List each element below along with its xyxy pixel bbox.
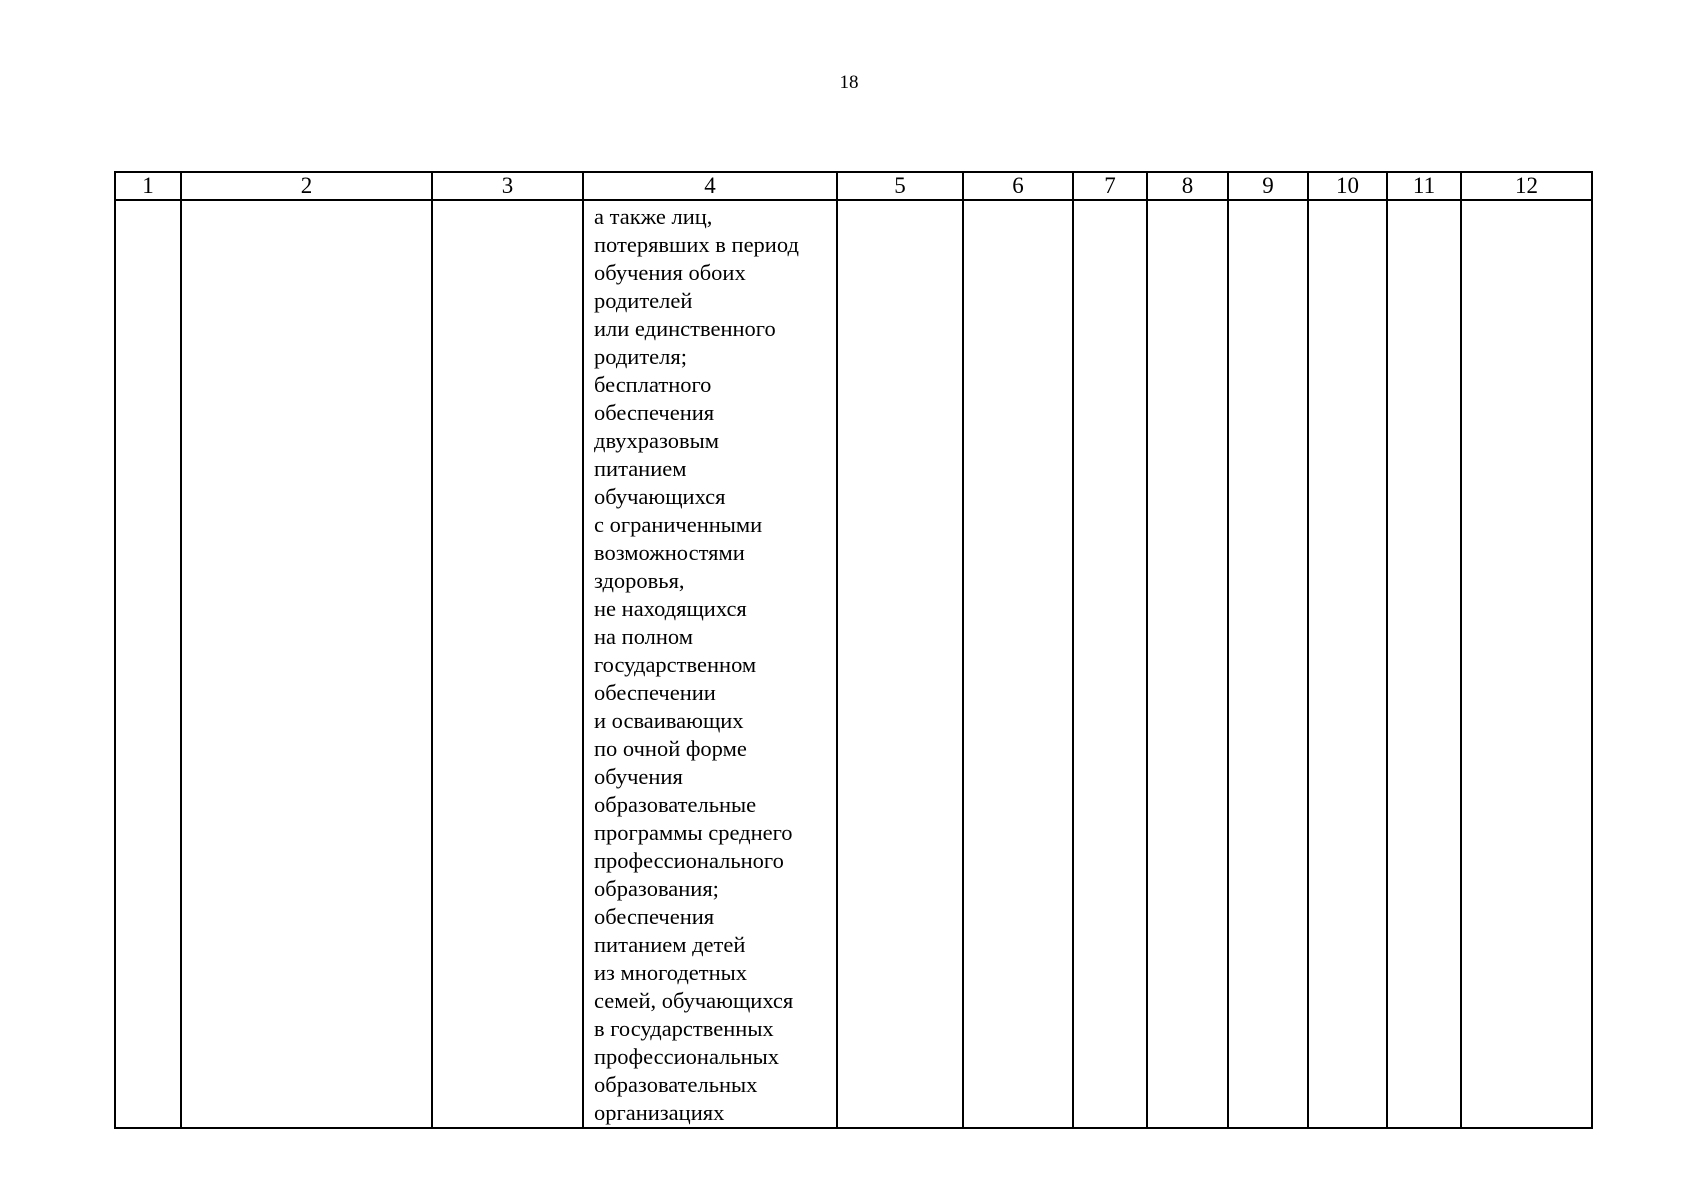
cell-text-line: образовательных bbox=[594, 1072, 758, 1097]
table-cell-col-4 bbox=[583, 200, 837, 1128]
document-table-container bbox=[114, 171, 1593, 1129]
table-cell-col-10 bbox=[1308, 200, 1387, 1128]
column-header: 7 bbox=[1073, 172, 1147, 200]
column-header: 1 bbox=[115, 172, 181, 200]
column-header: 12 bbox=[1461, 172, 1592, 200]
page-number: 18 bbox=[839, 72, 859, 93]
column-header: 2 bbox=[181, 172, 432, 200]
cell-text-line: питанием bbox=[594, 456, 687, 481]
cell-text-line: обеспечении bbox=[594, 680, 716, 705]
cell-text-line: здоровья, bbox=[594, 568, 685, 593]
cell-text-line: профессионального bbox=[594, 848, 784, 873]
cell-text-line: на полном bbox=[594, 624, 693, 649]
column-header: 8 bbox=[1147, 172, 1228, 200]
table-cell-col-12 bbox=[1461, 200, 1592, 1128]
cell-text-line: образовательные bbox=[594, 792, 757, 817]
cell-text-line: или единственного bbox=[594, 316, 776, 341]
column-header: 6 bbox=[963, 172, 1073, 200]
table-cell-col-1 bbox=[115, 200, 181, 1128]
table-cell-col-3 bbox=[432, 200, 583, 1128]
cell-text-line: обучения bbox=[594, 764, 683, 789]
table-cell-col-9 bbox=[1228, 200, 1308, 1128]
cell-text-line: двухразовым bbox=[594, 428, 720, 453]
cell-text-line: обучающихся bbox=[594, 484, 726, 509]
cell-text-line: образования; bbox=[594, 876, 719, 901]
table-cell-col-5 bbox=[837, 200, 963, 1128]
cell-text-block bbox=[584, 201, 836, 1127]
document-table bbox=[114, 171, 1593, 1129]
cell-text-line: по очной форме bbox=[594, 736, 747, 761]
table-cell-col-6 bbox=[963, 200, 1073, 1128]
cell-text-line: обучения обоих bbox=[594, 260, 746, 285]
cell-text-line: а также лиц, bbox=[594, 204, 713, 229]
column-header: 5 bbox=[837, 172, 963, 200]
cell-text-line: возможностями bbox=[594, 540, 745, 565]
column-header: 10 bbox=[1308, 172, 1387, 200]
column-header: 3 bbox=[432, 172, 583, 200]
cell-text-line: не находящихся bbox=[594, 596, 747, 621]
cell-text-line: родителей bbox=[594, 288, 693, 313]
cell-text-line: из многодетных bbox=[594, 960, 748, 985]
column-header: 11 bbox=[1387, 172, 1461, 200]
cell-text-line: в государственных bbox=[594, 1016, 774, 1041]
cell-text-line: и осваивающих bbox=[594, 708, 744, 733]
cell-text-line: организациях bbox=[594, 1100, 725, 1125]
table-cell-col-8 bbox=[1147, 200, 1228, 1128]
column-header: 9 bbox=[1228, 172, 1308, 200]
cell-text-line: бесплатного bbox=[594, 372, 712, 397]
cell-text-line: с ограниченными bbox=[594, 512, 763, 537]
table-cell-col-11 bbox=[1387, 200, 1461, 1128]
cell-text-line: государственном bbox=[594, 652, 757, 677]
column-header: 4 bbox=[583, 172, 837, 200]
cell-text-line: родителя; bbox=[594, 344, 687, 369]
cell-text-line: обеспечения bbox=[594, 400, 715, 425]
cell-text-line: питанием детей bbox=[594, 932, 746, 957]
table-row bbox=[115, 200, 1592, 1128]
cell-text-line: обеспечения bbox=[594, 904, 715, 929]
cell-text-line: потерявших в период bbox=[594, 232, 799, 257]
table-cell-col-7 bbox=[1073, 200, 1147, 1128]
cell-text-line: программы среднего bbox=[594, 820, 793, 845]
table-header-row bbox=[115, 172, 1592, 200]
table-cell-col-2 bbox=[181, 200, 432, 1128]
cell-text-line: профессиональных bbox=[594, 1044, 780, 1069]
cell-text-line: семей, обучающихся bbox=[594, 988, 794, 1013]
